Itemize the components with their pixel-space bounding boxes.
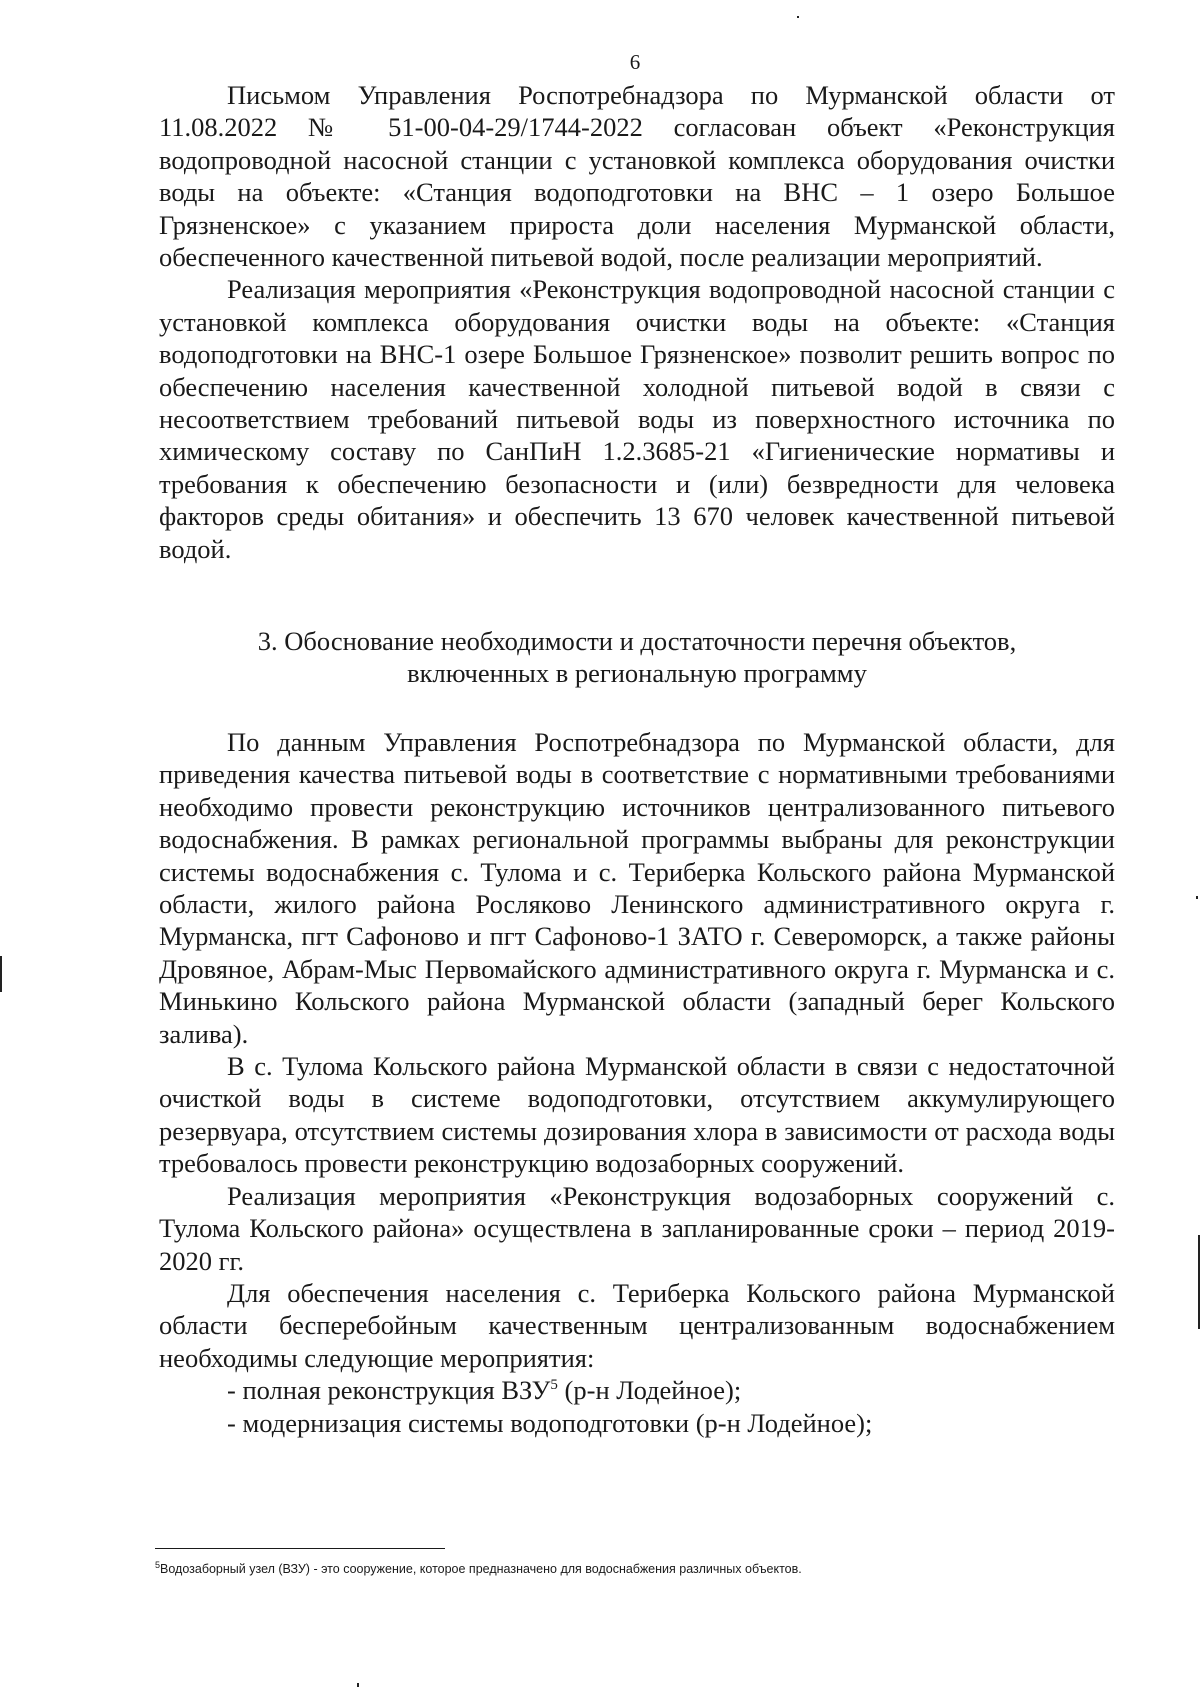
paragraph-tuloma-realization: Реализация мероприятия «Реконструкция водозаборных сооружений с. Тулома Кольского района» осуществлена в запланированные сроки – период 2019-2020 гг. — [159, 1180, 1115, 1276]
scan-edge-mark — [0, 956, 2, 992]
page-number: 6 — [629, 50, 641, 74]
footnote-reference: 5 — [550, 1377, 558, 1394]
list-item-vzu-reconstruction: - полная реконструкция ВЗУ$^5$ (р-н Лодейное); — [227, 1375, 742, 1406]
footnote-text: Водозаборный узел (ВЗУ) - это сооружение, которое предназначено для водоснабжения различных объектов. — [160, 1562, 802, 1576]
paragraph-vns-reconstruction: Реализация мероприятия «Реконструкция водопроводной насосной станции с установкой комплекса оборудования очистки воды на объекте: «Станция водоподготовки на ВНС-1 озере Большое Грязненское» позволит решить вопрос по обеспечению населения качественной холодной питьевой водой в связи с несоответствием требований питьевой воды из поверхностного источника по химическому составу по СанПиН 1.2.3685-21 «Гигиенические нормативы и требования к обеспечению безопасности и (или) безвредности для человека факторов среды обитания» и обеспечить 13 670 человек качественной питьевой водой. — [159, 274, 1115, 564]
section-heading-line2: включенных в региональную программу — [407, 658, 867, 689]
footnote — [155, 1561, 1115, 1577]
scan-speck — [357, 1683, 359, 1687]
scan-speck — [1196, 896, 1198, 899]
list-item-water-treatment-modernization: - модернизация системы водоподготовки (р-н Лодейное); — [227, 1407, 873, 1438]
text-block-section3 — [159, 726, 1115, 1439]
paragraph-tuloma-issues: В с. Тулома Кольского района Мурманской области в связи с недостаточной очисткой воды в системе водоподготовки, отсутствием аккумулирующего резервуара, отсутствием системы дозирования хлора в зависимости от расхода воды требовалось провести реконструкцию водозаборных сооружений. — [159, 1051, 1115, 1179]
scan-speck — [797, 16, 799, 18]
section-heading — [159, 625, 1115, 690]
paragraph-rospotrebnadzor-letter: Письмом Управления Роспотребнадзора по Мурманской области от 11.08.2022 № 51-00-04-29/1744-2022 согласован объект «Реконструкция водопроводной насосной станции с установкой комплекса оборудования очистки воды на объекте: «Станция водоподготовки на ВНС – 1 озеро Большое Грязненское» с указанием прироста доли населения Мурманской области, обеспеченного качественной питьевой водой, после реализации мероприятий. — [159, 80, 1115, 273]
footnote-marker: 5 — [155, 1559, 161, 1570]
section-heading-line1: 3. Обоснование необходимости и достаточности перечня объектов, — [257, 626, 1017, 656]
paragraph-teriberka-measures: Для обеспечения населения с. Териберка Кольского района Мурманской области бесперебойным качественным централизованным водоснабжением необходимы следующие мероприятия: — [159, 1277, 1115, 1373]
footnote-separator — [155, 1548, 445, 1549]
paragraph-selected-systems: По данным Управления Роспотребнадзора по Мурманской области, для приведения качества питьевой воды в соответствие с нормативными требованиями необходимо провести реконструкцию источников централизованного питьевого водоснабжения. В рамках региональной программы выбраны для реконструкции системы водоснабжения с. Тулома и с. Териберка Кольского района Мурманской области, жилого района Росляково Ленинского административного округа г. Мурманска, пгт Сафоново и пгт Сафоново-1 ЗАТО г. Североморск, а также районы Дровяное, Абрам-Мыс Первомайского административного округа г. Мурманска и с. Минькино Кольского района Мурманской области (западный берег Кольского залива). — [159, 727, 1115, 1049]
text-block-intro — [159, 79, 1115, 565]
